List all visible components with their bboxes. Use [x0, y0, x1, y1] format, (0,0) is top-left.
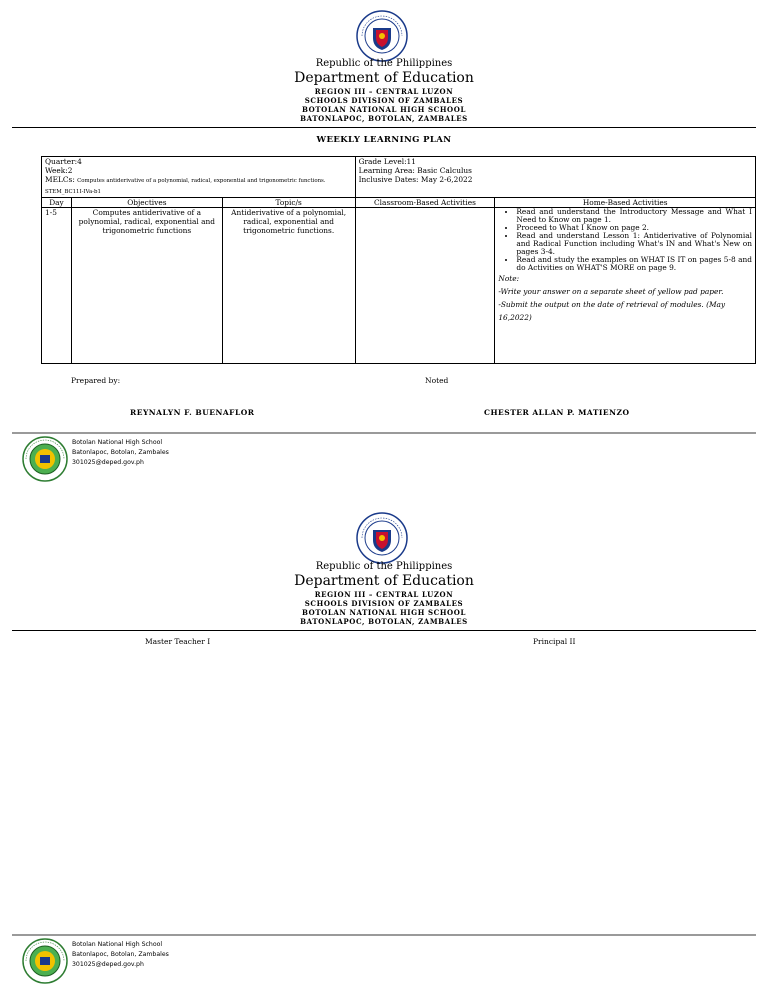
noted-label: Noted: [425, 376, 449, 385]
column-header-home: Home-Based Activities: [495, 198, 756, 208]
prepared-by-label: Prepared by:: [71, 376, 121, 385]
melcs-label: MELCs:: [45, 175, 75, 184]
school-logo-icon: [22, 938, 68, 984]
footer-text: [72, 438, 169, 468]
list-item: • Read and understand Lesson 1: Antiderivative of Polynomial and Radical Function including What's IN and What's New on pages 3-4.: [516, 232, 752, 256]
topics-cell: Antiderivative of a polynomial, radical, exponential and trigonometric functions.: [222, 208, 355, 364]
melcs-value: Computes antiderivative of a polynomial, radical, exponential and trigonometric functions. STEM_BC11I-IVa-b1: [45, 178, 326, 195]
division-text: SCHOOLS DIVISION OF ZAMBALES: [304, 599, 464, 608]
day-cell: 1-5: [42, 208, 72, 364]
home-activities-cell: [495, 208, 756, 364]
column-header-objectives: Objectives: [71, 198, 222, 208]
header-divider: [12, 127, 756, 128]
school-text: BOTOLAN NATIONAL HIGH SCHOOL: [302, 608, 466, 617]
plan-info-right: [355, 157, 755, 198]
note-line-2: -Submit the output on the date of retrieval of modules. (May 16,2022): [498, 300, 726, 322]
footer-address: Batonlapoc, Botolan, Zambales: [72, 951, 169, 958]
noter-name: CHESTER ALLAN P. MATIENZO: [484, 408, 630, 417]
republic-text: Republic of the Philippines: [315, 561, 453, 572]
department-title: Department of Education: [294, 70, 474, 86]
inclusive-dates-text: Inclusive Dates: May 2-6,2022: [358, 175, 473, 184]
republic-text: Republic of the Philippines: [315, 58, 453, 69]
note-label: Note:: [498, 274, 520, 283]
region-text: REGION III – CENTRAL LUZON: [314, 590, 454, 599]
address-text: BATONLAPOC, BOTOLAN, ZAMBALES: [300, 114, 468, 123]
week-text: Week:2: [45, 166, 73, 175]
column-header-classroom: Classroom-Based Activities: [355, 198, 495, 208]
plan-info-row: [42, 157, 756, 198]
table-row: [42, 208, 756, 364]
weekly-plan-table: [41, 156, 756, 364]
footer-email: 301025@deped.gov.ph: [72, 459, 144, 466]
melcs-text: [45, 175, 352, 197]
preparer-title: Master Teacher I: [145, 637, 211, 646]
table-header-row: [42, 198, 756, 208]
header-divider: [12, 630, 756, 631]
column-header-topics: Topic/s: [222, 198, 355, 208]
list-item: • Proceed to What I Know on page 2.: [516, 224, 752, 232]
learning-area-text: Learning Area: Basic Calculus: [358, 166, 472, 175]
division-text: SCHOOLS DIVISION OF ZAMBALES: [304, 96, 464, 105]
grade-level-text: Grade Level:11: [358, 157, 416, 166]
list-item: • Read and study the examples on WHAT IS IT on pages 5-8 and do Activities on WHAT'S MORE on page 9.: [516, 256, 752, 272]
footer-text: [72, 940, 169, 970]
note-line-1: -Write your answer on a separate sheet of yellow pad paper.: [498, 287, 724, 296]
footer-divider: [12, 432, 756, 434]
plan-info-left: [42, 157, 356, 198]
quarter-text: Quarter:4: [45, 157, 82, 166]
footer-address: Batonlapoc, Botolan, Zambales: [72, 449, 169, 456]
classroom-cell: [355, 208, 495, 364]
objectives-cell: Computes antiderivative of a polynomial, radical, exponential and trigonometric functions: [71, 208, 222, 364]
preparer-name: REYNALYN F. BUENAFLOR: [130, 408, 255, 417]
plan-title: WEEKLY LEARNING PLAN: [316, 135, 452, 145]
deped-seal-icon: [356, 512, 408, 564]
region-text: REGION III – CENTRAL LUZON: [314, 87, 454, 96]
noter-title: Principal II: [533, 637, 576, 646]
list-item: • Read and understand the Introductory Message and What I Need to Know on page 1.: [516, 208, 752, 224]
home-activities-list: [498, 208, 752, 272]
footer-school: Botolan National High School: [72, 941, 163, 948]
deped-seal-icon: [356, 10, 408, 62]
footer-email: 301025@deped.gov.ph: [72, 961, 144, 968]
footer-school: Botolan National High School: [72, 439, 163, 446]
school-text: BOTOLAN NATIONAL HIGH SCHOOL: [302, 105, 466, 114]
footer-divider: [12, 934, 756, 936]
column-header-day: Day: [42, 198, 72, 208]
address-text: BATONLAPOC, BOTOLAN, ZAMBALES: [300, 617, 468, 626]
school-logo-icon: [22, 436, 68, 482]
department-title: Department of Education: [294, 573, 474, 589]
